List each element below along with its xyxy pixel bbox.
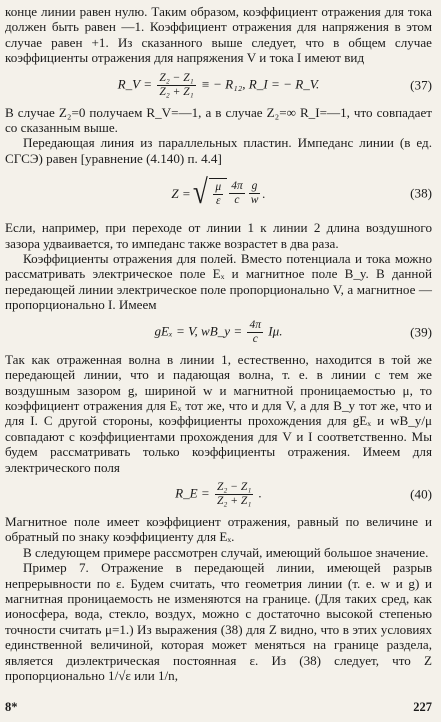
eq37-fraction	[157, 72, 195, 99]
equation-38	[5, 172, 432, 214]
paragraph-2: В случае Z₂=0 получаем R_V=—1, а в случае Z₂=∞ R_I=—1, что совпадает со сказанным выше.	[5, 104, 432, 136]
eq38-f3-num: g	[249, 180, 261, 194]
eq38-f1-num: μ	[215, 181, 222, 194]
eq38-number: (38)	[410, 185, 432, 201]
eq38-f2-den: c	[234, 193, 240, 206]
equation-39	[5, 319, 432, 346]
eq40-number: (40)	[410, 486, 432, 502]
eq40-numerator: Z₂ − Z₁	[217, 480, 252, 493]
eq39-part1: gEₓ = V, wB_y =	[154, 323, 243, 339]
eq38-f3-den: w	[250, 193, 259, 206]
eq39-den: c	[252, 332, 258, 345]
eq37-lhs: R_V =	[117, 76, 153, 92]
eq38-frac-4pi-c	[229, 180, 245, 207]
eq37-numerator: Z₂ − Z₁	[159, 71, 194, 84]
paragraph-6: Так как отраженная волна в линии 1, естественно, находится в той же передающей линии, что и падающая волна, т. е. в линии с тем же воздушным зазором g, шириной w и магнитной проницаемостью μ, то коэффициент отражения для Eₓ тот же, что и для V, а для B_y тот же, что и для I. С другой стороны, коэффициенты прохождения для gEₓ и wB_y/μ совпадают с коэффициентами прохождения для V и I соответственно. Мы будем рассматривать только коэффициенты отражения. Имеем для электрического поля	[5, 351, 432, 475]
eq40-denominator: Z₂ + Z₁	[217, 494, 252, 507]
paragraph-7: Магнитное поле имеет коэффициент отражения, равный по величине и обратный по знаку коэффициенту для Eₓ.	[5, 513, 432, 545]
eq39-part2: Iμ.	[268, 323, 283, 339]
eq40-tail: .	[258, 485, 262, 501]
eq38-frac-mu-eps	[213, 181, 223, 208]
eq38-frac-g-w	[249, 180, 261, 207]
page-footer	[5, 700, 432, 715]
radical-sign: √	[192, 174, 208, 212]
eq39-num: 4π	[249, 318, 261, 331]
paragraph-8: В следующем примере рассмотрен случай, имеющий большое значение.	[23, 544, 429, 560]
eq39-fraction	[247, 319, 263, 346]
signature-mark: 8*	[5, 700, 18, 714]
eq38-lhs: Z =	[171, 185, 191, 201]
eq38-f1-den: ε	[216, 195, 221, 208]
eq38-f2-num: 4π	[231, 179, 243, 192]
eq38-tail: .	[262, 185, 266, 201]
eq40-fraction	[215, 481, 253, 508]
equation-37	[5, 72, 432, 99]
paragraph-9: Пример 7. Отражение в передающей линии, имеющей разрыв непрерывности по ε. Будем считать, что геометрия линии (т. е. w и g) и магнитная проницаемость не изменяются на границе. (Для таких сред, как ионосфера, вода, стекло, воздух, можно с достаточно высокой степенью точности считать μ=1.) Из выражения (38) для Z видно, что в этих условиях единственной величиной, которая может меняться на границе раздела, является диэлектрическая постоянная ε. Из (38) следует, что Z пропорционально 1/√ε или 1/n,	[5, 560, 432, 683]
eq38-sqrt	[191, 176, 227, 210]
eq40-lhs: R_E =	[175, 485, 210, 501]
eq39-number: (39)	[410, 324, 432, 340]
page-number: 227	[413, 700, 432, 714]
paragraph-1: конце линии равен нулю. Таким образом, коэффициент отражения для тока должен быть равен —1. Коэффициент отражения для напряжения в этом случае равен +1. Из сказанного выше следует, что в общем случае коэффициенты отражения для напряжения V и тока I имеют вид	[5, 4, 432, 66]
eq37-rhs: ≡ − R₁₂, R_I = − R_V.	[200, 76, 320, 92]
paragraph-3: Передающая линия из параллельных пластин. Импеданс линии (в ед. СГСЭ) равен [уравнение (4.140) п. 4.4]	[5, 135, 432, 166]
paragraph-5: Коэффициенты отражения для полей. Вместо потенциала и тока можно рассматривать электрическое поле Eₓ и магнитное поле B_y. В данной передающей линии электрическое поле пропорционально V, а магнитное — пропорционально I. Имеем	[5, 251, 432, 313]
equation-40	[5, 481, 432, 508]
eq37-denominator: Z₂ + Z₁	[159, 85, 194, 98]
paragraph-4: Если, например, при переходе от линии 1 к линии 2 длина воздушного зазора удваивается, то импеданс также возрастет в два раза.	[5, 220, 432, 251]
eq37-number: (37)	[410, 77, 432, 93]
